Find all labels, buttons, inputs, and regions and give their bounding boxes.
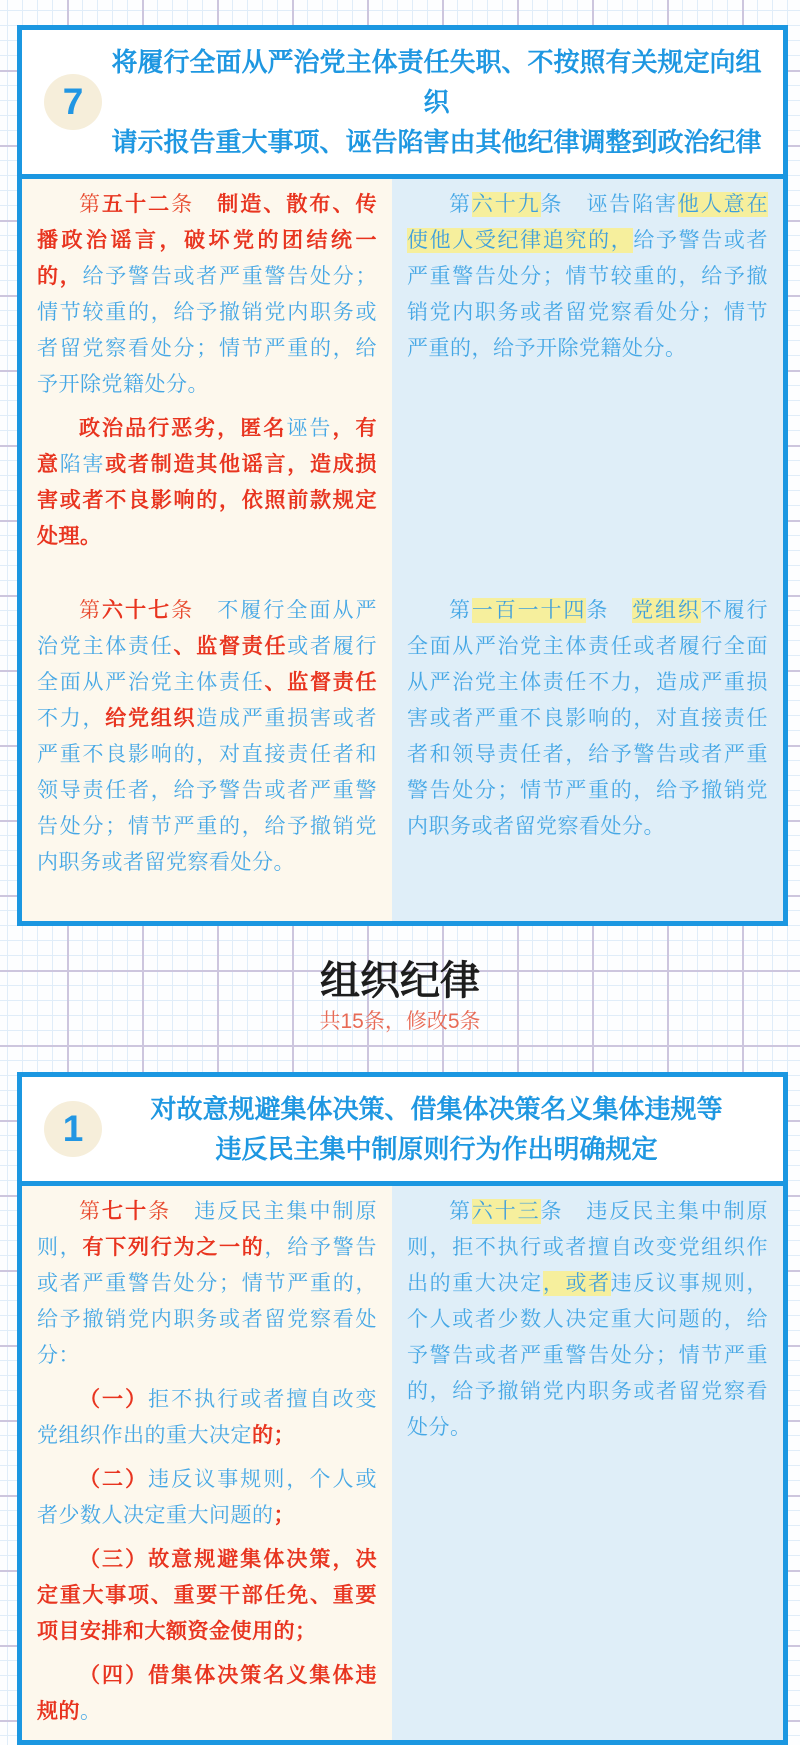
text-run: 条 — [586, 599, 633, 622]
text-run: 六十九 — [471, 193, 541, 216]
text-run: 六十三 — [471, 1200, 541, 1223]
text-run: 第 — [79, 193, 103, 216]
paragraph — [37, 1194, 377, 1374]
text-run: 或者履行全面从严治党主体责任 — [37, 635, 377, 694]
text-run: 第 — [449, 1200, 472, 1223]
text-run: （一） — [79, 1388, 149, 1411]
card-1-number-badge: 1 — [44, 1101, 102, 1157]
paragraph — [37, 187, 377, 403]
card-7-left-column-revised-row-1 — [22, 179, 392, 591]
text-run: 拒不执行或者擅自改变党组织作出的重大决定 — [37, 1388, 377, 1447]
paragraph — [37, 1542, 377, 1650]
text-run: 给党组织 — [105, 707, 197, 730]
text-run: 陷害 — [59, 453, 106, 476]
text-run: 条 违反民主集中制原则，拒不执行或者擅自改变党组织作出的重大决定 — [407, 1200, 769, 1295]
text-run: 政治品行恶劣，匿名 — [79, 417, 287, 440]
card-1-right-column-original — [392, 1186, 783, 1740]
text-run: 违反议事规则，个人或者少数人决定重大问题的，给予警告或者严重警告处分；情节严重的，给予撤销党内职务或者留党察看处分。 — [407, 1272, 769, 1439]
text-run: ，给予警告或者严重警告处分；情节严重的，给予撤销党内职务或者留党察看处分： — [37, 1236, 377, 1367]
discipline-card-7 — [17, 25, 788, 926]
text-run: 或者制造其他谣言，造成损害或者不良影响的，依照前款规定处理。 — [37, 453, 377, 548]
card-7-title — [102, 42, 771, 162]
text-run: （四）借集体决策名义集体违规的 — [37, 1664, 377, 1723]
text-run: 七十 — [102, 1200, 149, 1223]
section-title: 组织纪律 — [320, 958, 480, 1003]
text-run: 诬告 — [286, 417, 333, 440]
text-run: 、监督责任 — [264, 671, 377, 694]
text-run: 、监督责任 — [173, 635, 288, 658]
paragraph — [37, 1462, 377, 1534]
text-run: 一百一十四 — [471, 599, 587, 622]
section-heading — [0, 958, 800, 1036]
text-run: 。 — [80, 1700, 102, 1723]
text-run: 给予警告或者严重警告处分；情节较重的，给予撤销党内职务或者留党察看处分；情节严重的，给予开除党籍处分。 — [37, 265, 377, 396]
text-run: 党组织 — [632, 599, 701, 622]
text-run: 不力， — [37, 707, 106, 730]
text-run: 条 — [148, 1200, 195, 1223]
text-run: 不履行全面从严治党主体责任 — [37, 599, 378, 658]
text-run: 造成严重损害或者严重不良影响的，对直接责任者和领导责任者，给予警告或者严重警告处分；情节严重的，给予撤销党内职务或者留党察看处分。 — [37, 707, 377, 874]
card-1-title — [102, 1089, 771, 1169]
text-run: 第 — [449, 193, 472, 216]
text-run: 的； — [252, 1424, 295, 1447]
text-run: 第 — [79, 599, 103, 622]
text-run: 他人意在使他人受纪律追究的， — [407, 193, 769, 252]
card-1-header — [22, 1077, 783, 1186]
text-run: （三）故意规避集体决策，决定重大事项、重要干部任免、重要项目安排和大额资金使用的； — [37, 1548, 377, 1643]
card-7-number-badge: 7 — [44, 74, 102, 130]
card-7-comparison-body — [22, 179, 783, 921]
text-run: 第 — [449, 599, 472, 622]
paragraph — [37, 411, 377, 555]
section-subtitle: 共15条，修改5条 — [319, 1010, 481, 1033]
card-7-left-column-revised-row-2 — [22, 591, 392, 921]
text-run: 制造、散布、传播政治谣言，破坏党的团结统一的， — [37, 193, 378, 288]
card-7-title-line-1: 将履行全面从严治党主体责任失职、不按照有关规定向组织 — [111, 47, 762, 117]
text-run: 不履行全面从严治党主体责任或者履行全面从严治党主体责任不力，造成严重损害或者严重不良影响的，对直接责任者和领导责任者，给予警告或者严重警告处分；情节严重的，给予撤销党内职务或者留党察看处分。 — [407, 599, 769, 838]
text-run: 第 — [79, 1200, 103, 1223]
card-7-right-column-original-row-2 — [392, 591, 783, 921]
text-run: 给予警告或者严重警告处分；情节较重的，给予撤销党内职务或者留党察看处分；情节严重的，给予开除党籍处分。 — [407, 229, 769, 360]
paragraph — [407, 1194, 768, 1446]
text-run: 违反议事规则，个人或者少数人决定重大问题的 — [37, 1468, 377, 1527]
card-1-left-column-revised — [22, 1186, 392, 1740]
card-7-right-column-original-row-1 — [392, 179, 783, 591]
card-1-title-line-2: 违反民主集中制原则行为作出明确规定 — [215, 1134, 658, 1164]
paragraph — [407, 593, 768, 845]
card-7-title-line-2: 请示报告重大事项、诬告陷害由其他纪律调整到政治纪律 — [111, 127, 762, 157]
paragraph — [407, 187, 768, 367]
paragraph — [37, 1382, 377, 1454]
card-1-title-line-1: 对故意规避集体决策、借集体决策名义集体违规等 — [150, 1094, 723, 1124]
paragraph — [37, 593, 377, 881]
card-7-header — [22, 30, 783, 179]
card-1-comparison-body — [22, 1186, 783, 1740]
discipline-card-1 — [17, 1072, 788, 1745]
text-run: 有下列行为之一的 — [82, 1236, 265, 1259]
text-run: 条 — [171, 599, 218, 622]
text-run: 条 诬告陷害 — [540, 193, 678, 216]
text-run: ，有意 — [37, 417, 378, 476]
text-run: 六十七 — [102, 599, 172, 622]
text-run: 五十二 — [102, 193, 172, 216]
text-run: （二） — [79, 1468, 149, 1491]
text-run: ，或者 — [542, 1272, 611, 1295]
text-run: ； — [273, 1504, 295, 1527]
text-run: 条 — [171, 193, 218, 216]
text-run: 违反民主集中制原则， — [37, 1200, 378, 1259]
paragraph — [37, 1658, 377, 1730]
